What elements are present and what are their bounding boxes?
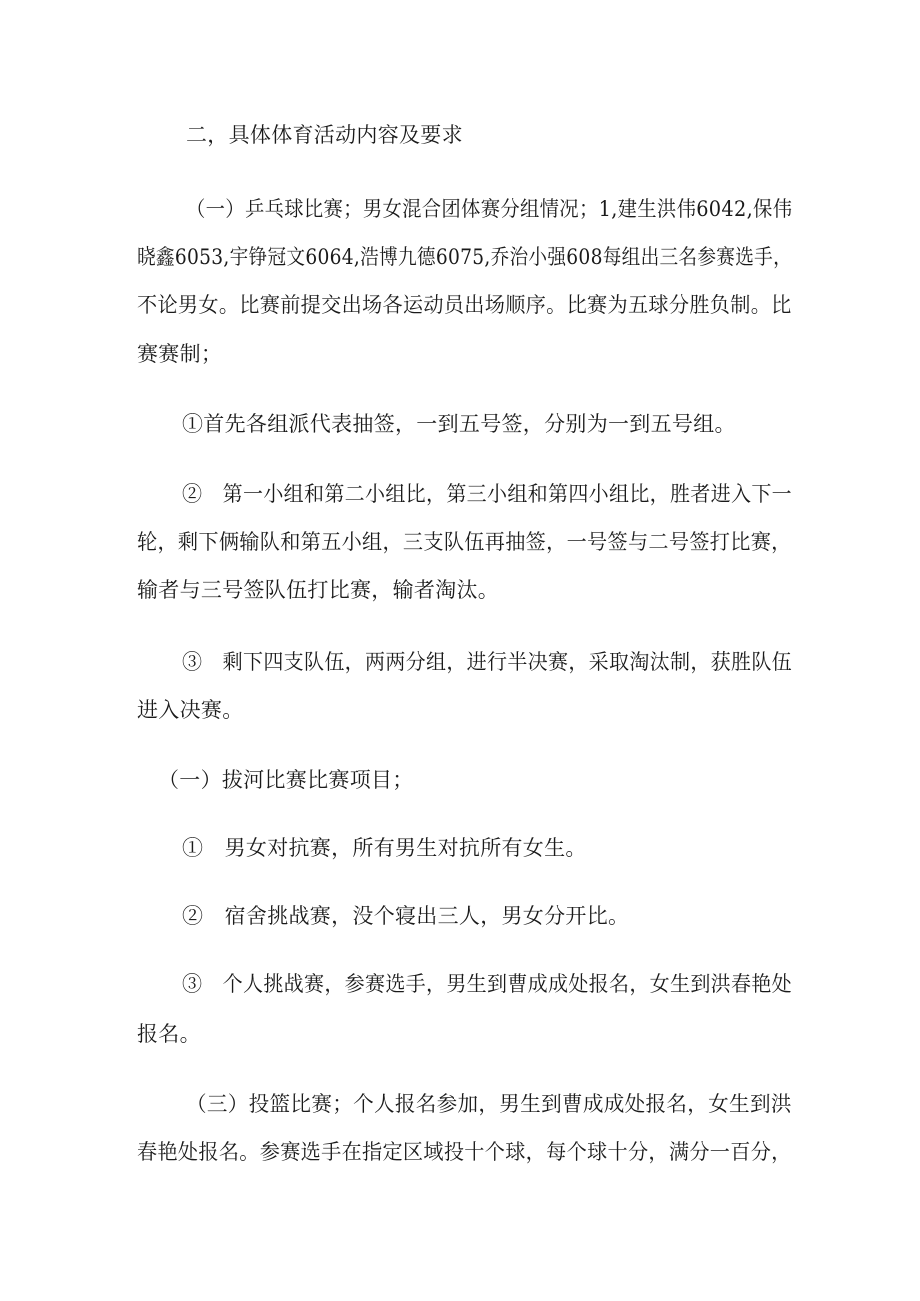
rule-3-line-1: ③ 剩下四支队伍，两两分组，进行半决赛，采取淘汰制，获胜队伍 bbox=[182, 650, 792, 674]
tugofwar-item-3-line-2: 报名。 bbox=[137, 1022, 201, 1046]
pingpong-line-3: 不论男女。比赛前提交出场各运动员出场顺序。比赛为五球分胜负制。比 bbox=[137, 293, 792, 317]
rule-3-line-2: 进入决赛。 bbox=[137, 698, 244, 722]
tugofwar-item-3-line-1: ③ 个人挑战赛，参赛选手，男生到曹成成处报名，女生到洪春艳处 bbox=[182, 972, 792, 996]
rule-2-line-3: 输者与三号签队伍打比赛，输者淘汰。 bbox=[137, 578, 500, 602]
pingpong-line-4: 赛赛制； bbox=[137, 342, 223, 366]
pingpong-line-2: 晓鑫6053,宇铮冠文6064,浩博九德6075,乔治小强608每组出三名参赛选手， bbox=[137, 245, 793, 269]
tugofwar-heading: （一）拔河比赛比赛项目； bbox=[158, 768, 414, 792]
basketball-line-1: （三）投篮比赛；个人报名参加，男生到曹成成处报名，女生到洪 bbox=[186, 1092, 792, 1116]
basketball-line-2: 春艳处报名。参赛选手在指定区域投十个球，每个球十分，满分一百分， bbox=[137, 1140, 792, 1164]
rule-2-line-1: ② 第一小组和第二小组比，第三小组和第四小组比，胜者进入下一 bbox=[182, 482, 792, 506]
rule-2-line-2: 轮，剩下俩输队和第五小组，三支队伍再抽签，一号签与二号签打比赛， bbox=[137, 530, 792, 554]
tugofwar-item-1: ① 男女对抗赛，所有男生对抗所有女生。 bbox=[182, 836, 587, 860]
section-heading: 二，具体体育活动内容及要求 bbox=[186, 123, 463, 147]
tugofwar-item-2: ② 宿舍挑战赛，没个寝出三人，男女分开比。 bbox=[182, 904, 630, 928]
rule-1: ①首先各组派代表抽签，一到五号签，分别为一到五号组。 bbox=[182, 412, 736, 436]
pingpong-line-1: （一）乒乓球比赛；男女混合团体赛分组情况；1,建生洪伟6042,保伟 bbox=[186, 197, 793, 221]
